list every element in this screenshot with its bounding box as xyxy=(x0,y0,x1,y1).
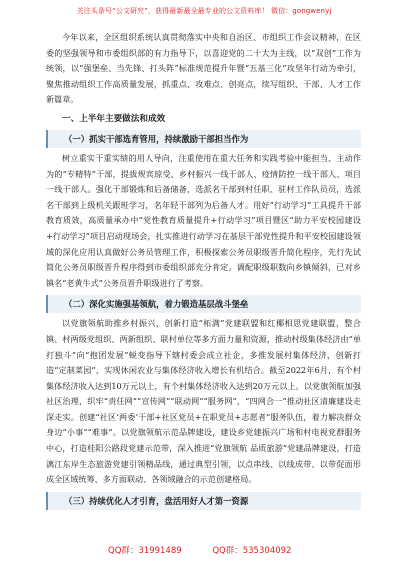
footer-qq xyxy=(108,544,291,556)
paragraph-1: 树立重实干重实绩的用人导向，注重使用在重大任务和实践考验中能担当、主动作为的“专精特”干部，提拔规宾琼受、乡村振兴一线干部人、疫情防控一线干部人、项目一线干部人。强化干部锻炼和后备储备，选派名干部到村任职、驻村工作队员员，选派名干部到上级机关跟班学习，名年轻干部列为后备人才。用好“行动学习”工具提升干部教育质效，高质量承办中“党性教育质量提升+行动学习”项目暨区“助力平安校园建设+行动学习”项目启动现场会，扎实推进行动学习在基层干部党性提升和平安校园建设领域的深化应用认真做好公务员管理工作，积极探索公务员职级晋升简化程序，先行先试简化公务员职级晋升程序得到市委组织部充分肯定。调配职级职数向乡镇倾斜，已对乡镇名“老黄牛式”公务员晋升职级进行了考察。 xyxy=(46,152,361,288)
subsection-heading-1: （一）抓实干部选育管用，持续激励干部担当作为 xyxy=(46,130,361,148)
banner-text: 关注头条号“公文研究”，获得最新最全最专业的公文资料库！ 微信：gongwenyj xyxy=(76,7,332,15)
subsection-heading-2: （二）深化实施强基领航，着力锻造基层战斗堡垒 xyxy=(46,295,361,313)
document-body xyxy=(46,30,361,513)
intro-paragraph: 今年以来，全区组织系统认真贯彻落实中央和自治区、市组织工作会议精神，在区委的坚强领导和市委组织部的有力指导下，以喜迎党的二十大为主线，以“双创”工作为统领，以“强堡垒、当先锋、打头阵”标准规范提升年暨“五基三化”攻坚年行动为牵引，聚焦推动组织工作高质量发展，抓重点、攻难点、创亮点，续写组织、干部、人才工作新篇章。 xyxy=(46,32,361,105)
footer xyxy=(0,540,408,560)
qq-group-2: QQ群：535304092 xyxy=(212,546,292,556)
subsection-heading-3: （三）持续优化人才引育，盘活用好人才第一资源 xyxy=(46,492,361,510)
top-banner xyxy=(0,0,408,22)
qq-group-1: QQ群：31991489 xyxy=(108,546,182,556)
section-heading: 一、上半年主要做法和成效 xyxy=(62,113,166,124)
paragraph-2: 以党旗领航助推乡村振兴，创新打造“柘满”党建联盟和红椰相思党建联盟，整合镇、村两级党组织、两新组织、联村单位等多方面力量和资源，推动村级集体经济由“单打独斗”向“抱团发展”蜕变指导下辖村委会成立社企，多推发展村集体经济，创新打造“定制菜园”，实现休闲农业与集体经济收入增长有机结合。截至2022年6月，有个村集体经济收入达到10万元以上，有个村集体经济收入达到20万元以上。以党旗领航加强社区治理，织牢“责任网”“宣传网”“联动网”“服务网”，“四网合一”推动社区清廉建设走深走实。创建“社区‘两委’干部+社区党员+在职党员+志愿者”服务队伍，着力解决群众身边“小事”“难事”。以党旗领航示范品牌建设，建设乡党建振兴广场和村电视党群服务中心，打造桂阳公路段党建示范带，深入推进“党旗领航 品质旅游”党建品牌建设，打造漓江东岸生态旅游党建引领精品线，通过典型引领，以点串线、以线成带、以带促面形成全区域统筹、多方面联动、各领域融合的示范创建格局。 xyxy=(46,318,361,485)
